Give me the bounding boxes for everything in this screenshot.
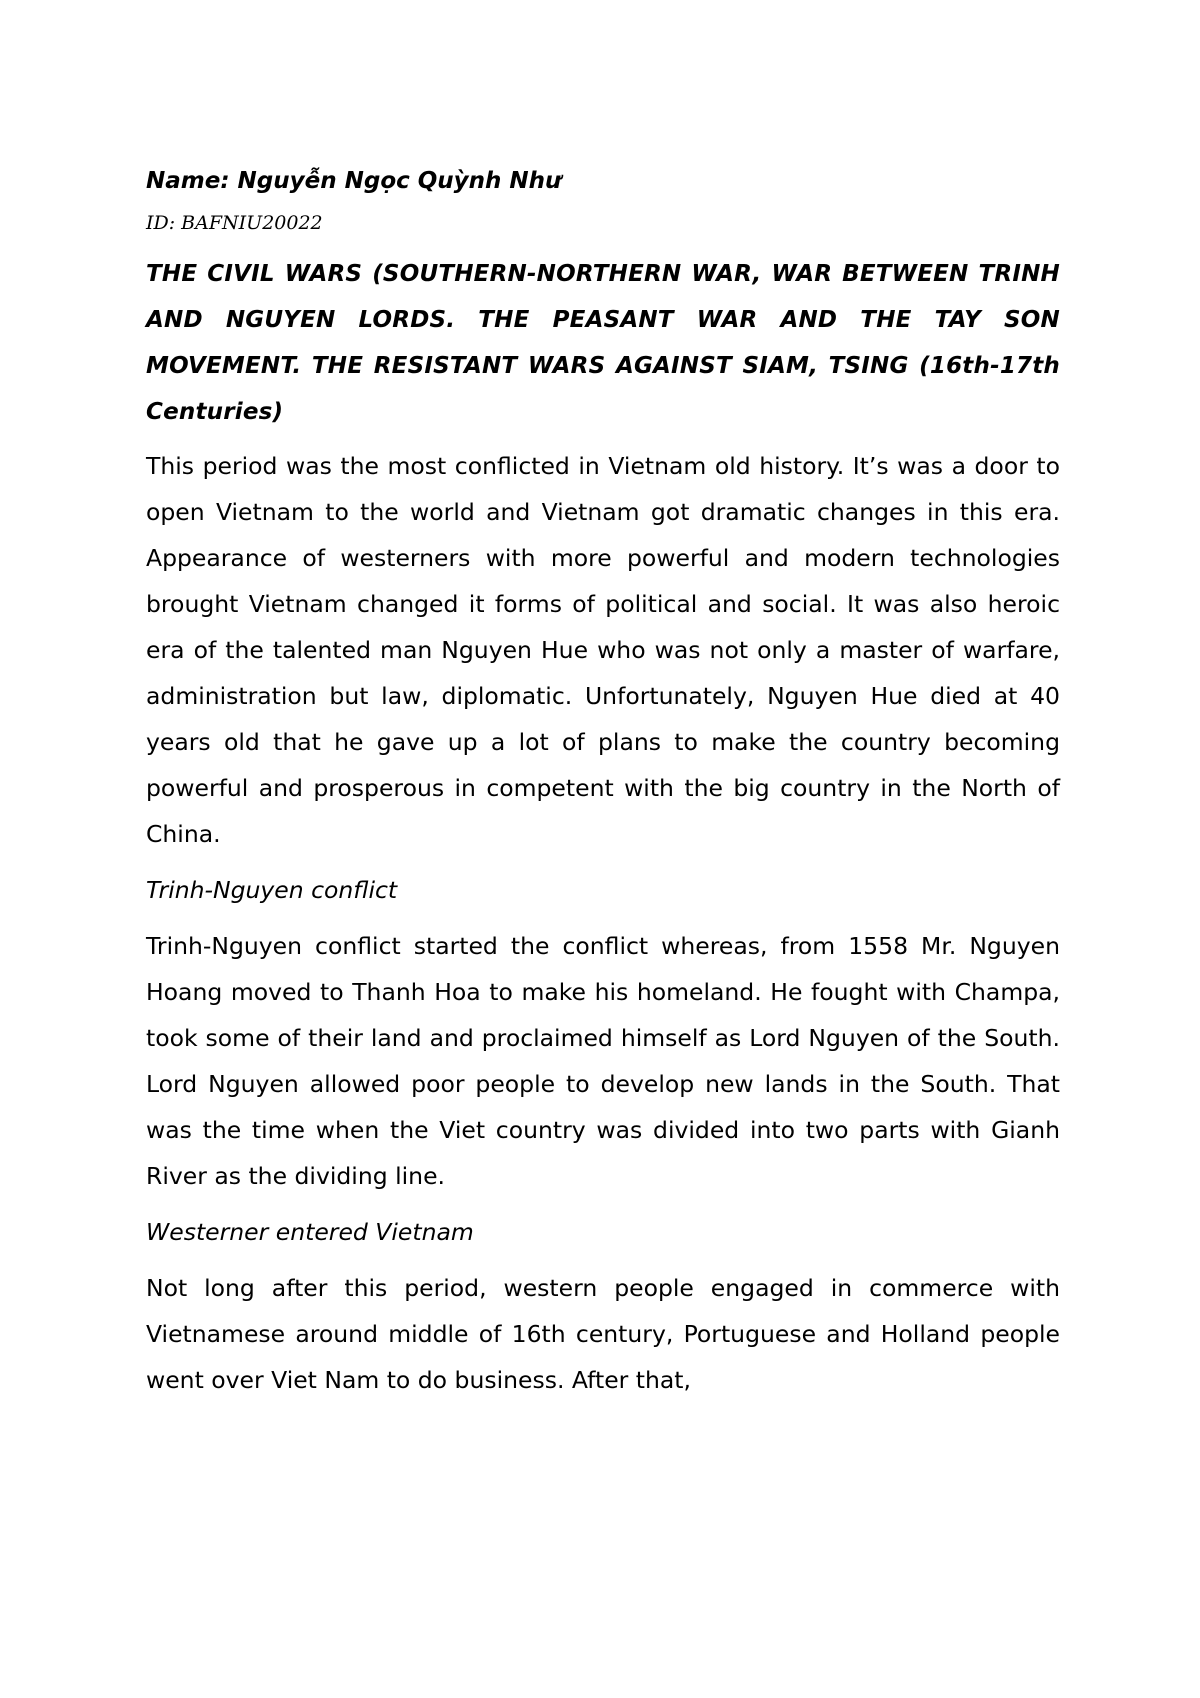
intro-paragraph: This period was the most conflicted in Vietnam old history. It’s was a door to open Vietnam to the world and Vietnam got dramatic changes in this era. Appearance of westerners with more powerful and modern technologies brought Vietnam changed it forms of political and social. It was also heroic era of the talented man Nguyen Hue who was not only a master of warfare, administration but law, diplomatic. Unfortunately, Nguyen Hue died at 40 years old that he gave up a lot of plans to make the country becoming powerful and prosperous in competent with the big country in the North of China. xyxy=(146,452,1060,848)
document-title: THE CIVIL WARS (SOUTHERN-NORTHERN WAR, WAR BETWEEN TRINH AND NGUYEN LORDS. THE PEASANT WAR AND THE TAY SON MOVEMENT. THE RESISTANT WARS AGAINST SIAM, TSING (16th-17th Centuries) xyxy=(146,261,1060,425)
student-id: ID: BAFNIU20022 xyxy=(146,212,323,234)
section-heading-trinh-nguyen: Trinh-Nguyen conflict xyxy=(146,876,398,904)
student-name: Name: Nguyễn Ngọc Quỳnh Như xyxy=(146,168,562,194)
document-page xyxy=(146,165,1060,1413)
section-heading-westerner: Westerner entered Vietnam xyxy=(146,1218,474,1246)
section-paragraph-westerner: Not long after this period, western people engaged in commerce with Vietnamese around middle of 16th century, Portuguese and Holland people went over Viet Nam to do business. After that, xyxy=(146,1274,1060,1394)
section-paragraph-trinh-nguyen: Trinh-Nguyen conflict started the conflict whereas, from 1558 Mr. Nguyen Hoang moved to Thanh Hoa to make his homeland. He fought with Champa, took some of their land and proclaimed himself as Lord Nguyen of the South. Lord Nguyen allowed poor people to develop new lands in the South. That was the time when the Viet country was divided into two parts with Gianh River as the dividing line. xyxy=(146,932,1060,1190)
